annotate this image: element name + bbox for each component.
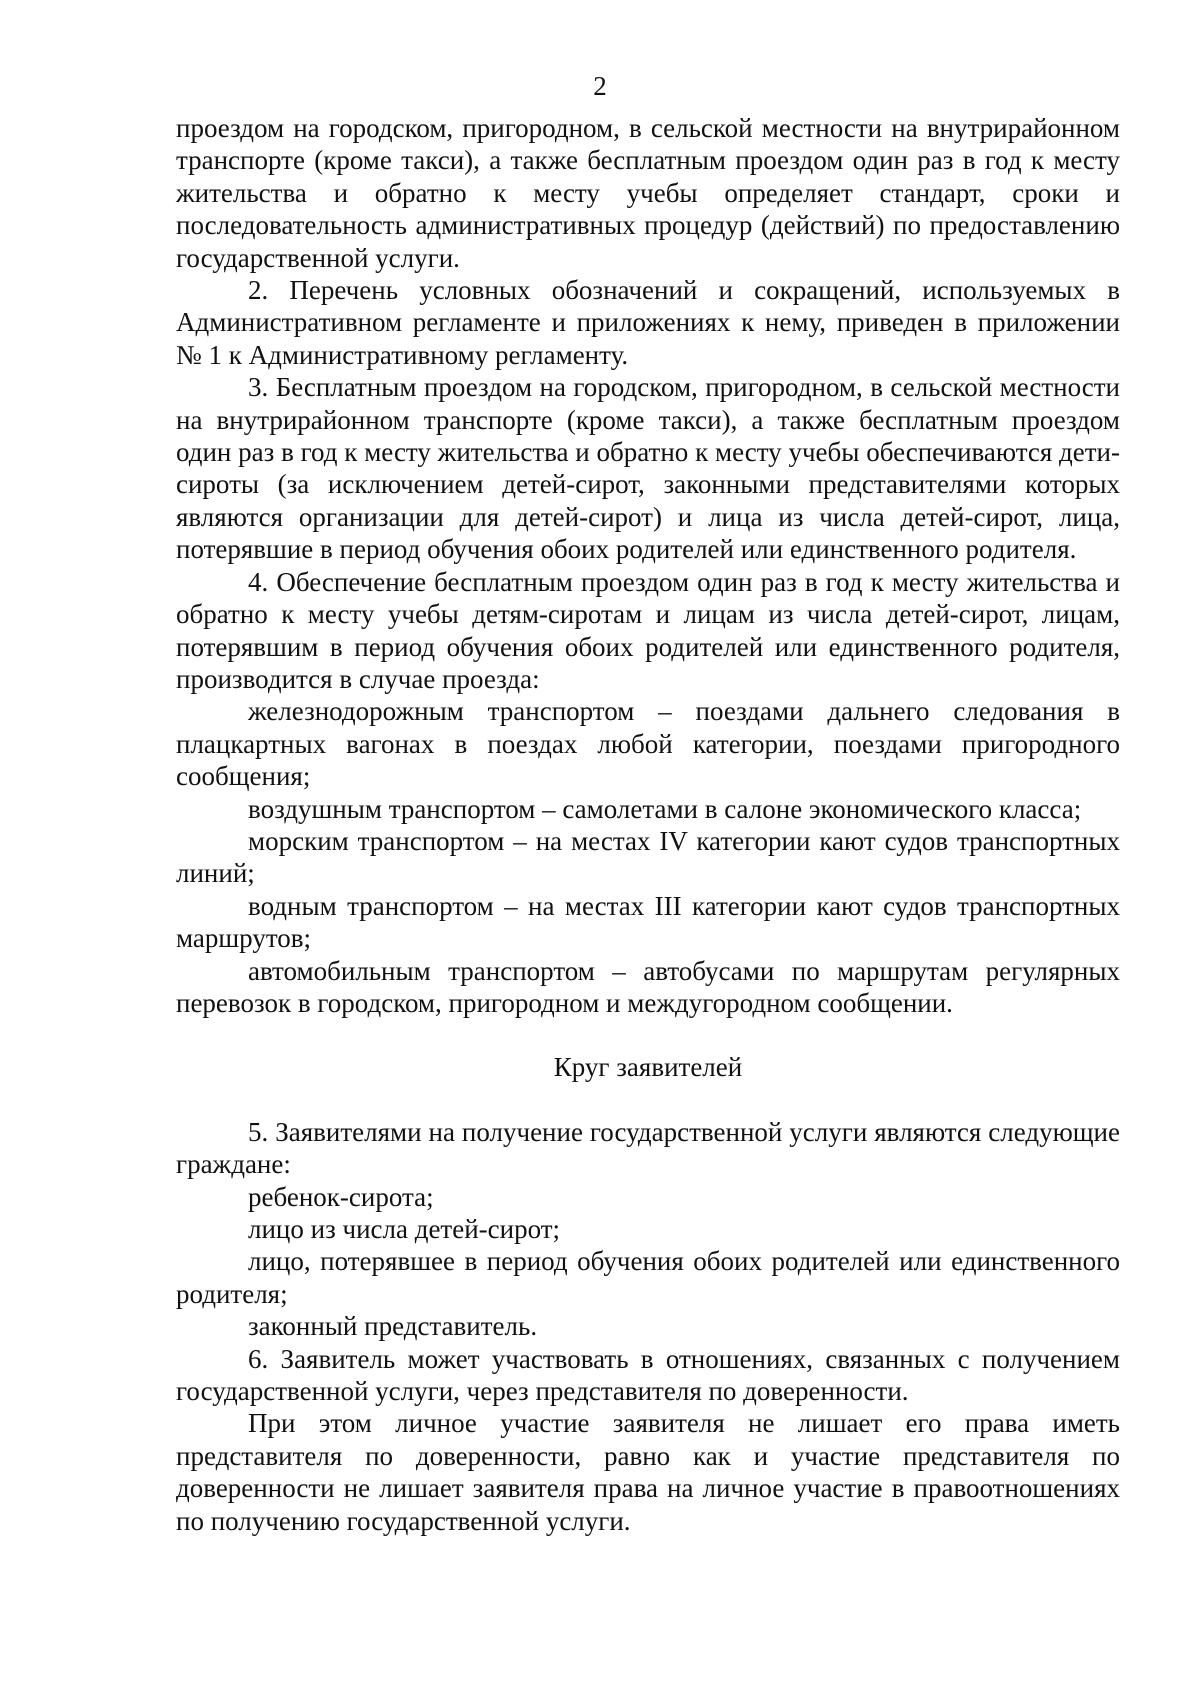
list-item-railway: железнодорожным транспортом – поездами дальнего следования в плацкартных вагонах в поездах любой категории, поездами пригородного сообщения; xyxy=(176,696,1120,792)
paragraph-6-continuation: При этом личное участие заявителя не лишает его права иметь представителя по доверенности, равно как и участие представителя по доверенности не лишает заявителя права на личное участие в правоотношениях по получению государственной услуги. xyxy=(176,1408,1120,1536)
paragraph-6: 6. Заявитель может участвовать в отношениях, связанных с получением государственной услуги, через представителя по доверенности. xyxy=(176,1343,1120,1407)
page-number: 2 xyxy=(593,71,607,101)
list-item-water: водным транспортом – на местах III категории кают судов транспортных маршрутов; xyxy=(176,890,1120,954)
paragraph-5: 5. Заявителями на получение государственной услуги являются следующие граждане: xyxy=(176,1116,1120,1180)
document-body xyxy=(176,112,1120,1537)
list-item-sea: морским транспортом – на местах IV категории кают судов транспортных линий; xyxy=(176,825,1120,889)
list-item-road: автомобильным транспортом – автобусами по маршрутам регулярных перевозок в городском, пригородном и междугородном сообщении. xyxy=(176,955,1120,1018)
list-item-legal-representative: законный представитель. xyxy=(248,1311,538,1342)
paragraph-intro-continuation: проездом на городском, пригородном, в сельской местности на внутрирайонном транспорте (кроме такси), а также бесплатным проездом один раз в год к месту жительства и обратно к месту учебы определяет стандарт, сроки и последовательность административных процедур (действий) по предоставлению государственной услуги. xyxy=(176,113,1120,273)
list-item-orphan-child: ребенок-сирота; xyxy=(248,1181,434,1212)
paragraph-4: 4. Обеспечение бесплатным проездом один раз в год к месту жительства и обратно к месту учебы детям-сиротам и лицам из числа детей-сирот, лицам, потерявшим в период обучения обоих родителей или единственного родителя, производится в случае проезда: xyxy=(176,566,1120,694)
paragraph-2: 2. Перечень условных обозначений и сокращений, используемых в Административном регламенте и приложениях к нему, приведен в приложении № 1 к Административному регламенту. xyxy=(176,275,1120,370)
list-item-orphan-person: лицо из числа детей-сирот; xyxy=(248,1214,561,1244)
list-item-air: воздушным транспортом – самолетами в салоне экономического класса; xyxy=(248,793,1082,824)
section-heading: Круг заявителей xyxy=(553,1052,743,1083)
paragraph-3: 3. Бесплатным проездом на городском, пригородном, в сельской местности на внутрирайонном транспорте (кроме такси), а также бесплатным проездом один раз в год к месту жительства и обратно к месту учебы обеспечиваются дети-сироты (за исключением детей-сирот, законными представителями которых являются организации для детей-сирот) и лица из числа детей-сирот, лица, потерявшие в период обучения обоих родителей или единственного родителя. xyxy=(176,372,1120,565)
list-item-lost-parents: лицо, потерявшее в период обучения обоих родителей или единственного родителя; xyxy=(176,1246,1120,1309)
